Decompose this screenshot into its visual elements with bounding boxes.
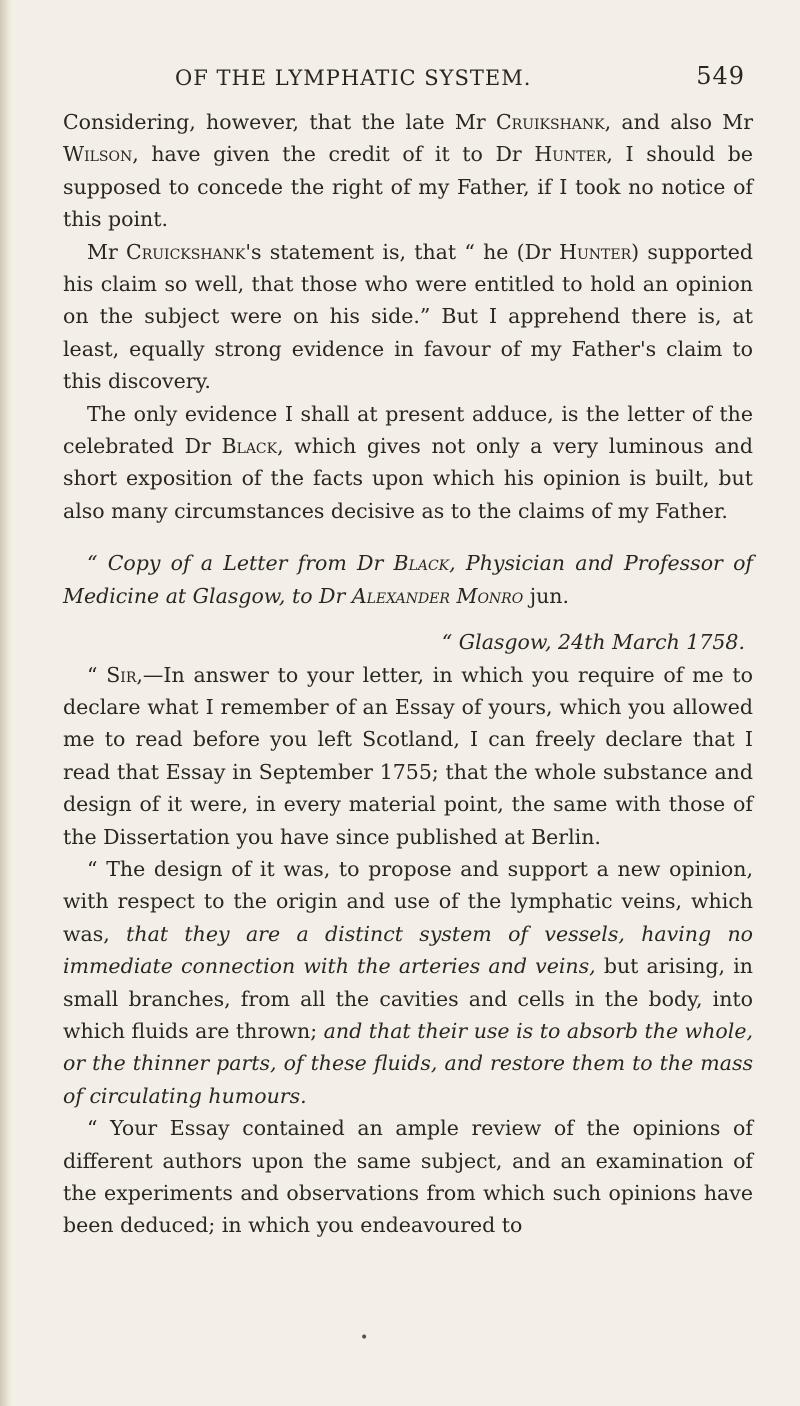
running-head [63, 58, 753, 106]
paragraph-evidence: The only evidence I shall at present adduce, is the letter of the celebrated Dr Black, which gives not only a very luminous and short exposition of the facts upon which his opinion is built, but also many circumstances decisive as to the claims of my Father. [63, 401, 753, 523]
paragraph-considering: Considering, however, that the late Mr Cruikshank, and also Mr Wilson, have given the credit of it to Dr Hunter, I should be supposed to concede the right of my Father, if I took no notice of this point. [63, 110, 753, 232]
paragraph-statement: Mr Cruickshank's statement is, that “ he (Dr Hunter) supported his claim so well, that those who were entitled to hold an opinion on the subject were on his side.” But I apprehend there is, at least, equally strong evidence in favour of my Father's claim to this discovery. [63, 239, 753, 394]
letter-heading: “ Copy of a Letter from Dr Black, Physician and Professor of Medicine at Glasgow, to Dr Alexander Monro jun. [63, 551, 753, 608]
footer-mark: • [360, 1330, 369, 1346]
running-head-title: OF THE LYMPHATIC SYSTEM. [175, 66, 532, 90]
letter-paragraph-essay: “ Your Essay contained an ample review of the opinions of different authors upon the same subject, and an examination of the experiments and observations from which such opinions have been deduced; in which you endeavoured to [63, 1116, 753, 1238]
letter-paragraph-sir: “ Sir,—In answer to your letter, in which you require of me to declare what I remember of an Essay of yours, which you allowed me to read before you left Scotland, I can freely declare that I read that Essay in September 1755; that the whole substance and design of it were, in every material point, the same with those of the Dissertation you have since published at Berlin. [63, 662, 753, 849]
page-number: 549 [696, 62, 745, 90]
book-page [63, 58, 753, 1242]
letter-dateline: “ Glasgow, 24th March 1758. [441, 630, 745, 655]
page-edge-shadow [0, 0, 12, 1406]
letter-paragraph-design: “ The design of it was, to propose and support a new opinion, with respect to the origin and use of the lymphatic veins, which was, that they are a distinct system of vessels, having no immediate connection with the arteries and veins, but arising, in small branches, from all the cavities and cells in the body, into which fluids are thrown; and that their use is to absorb the whole, or the thinner parts, of these fluids, and restore them to the mass of circulating humours. [63, 856, 754, 1108]
